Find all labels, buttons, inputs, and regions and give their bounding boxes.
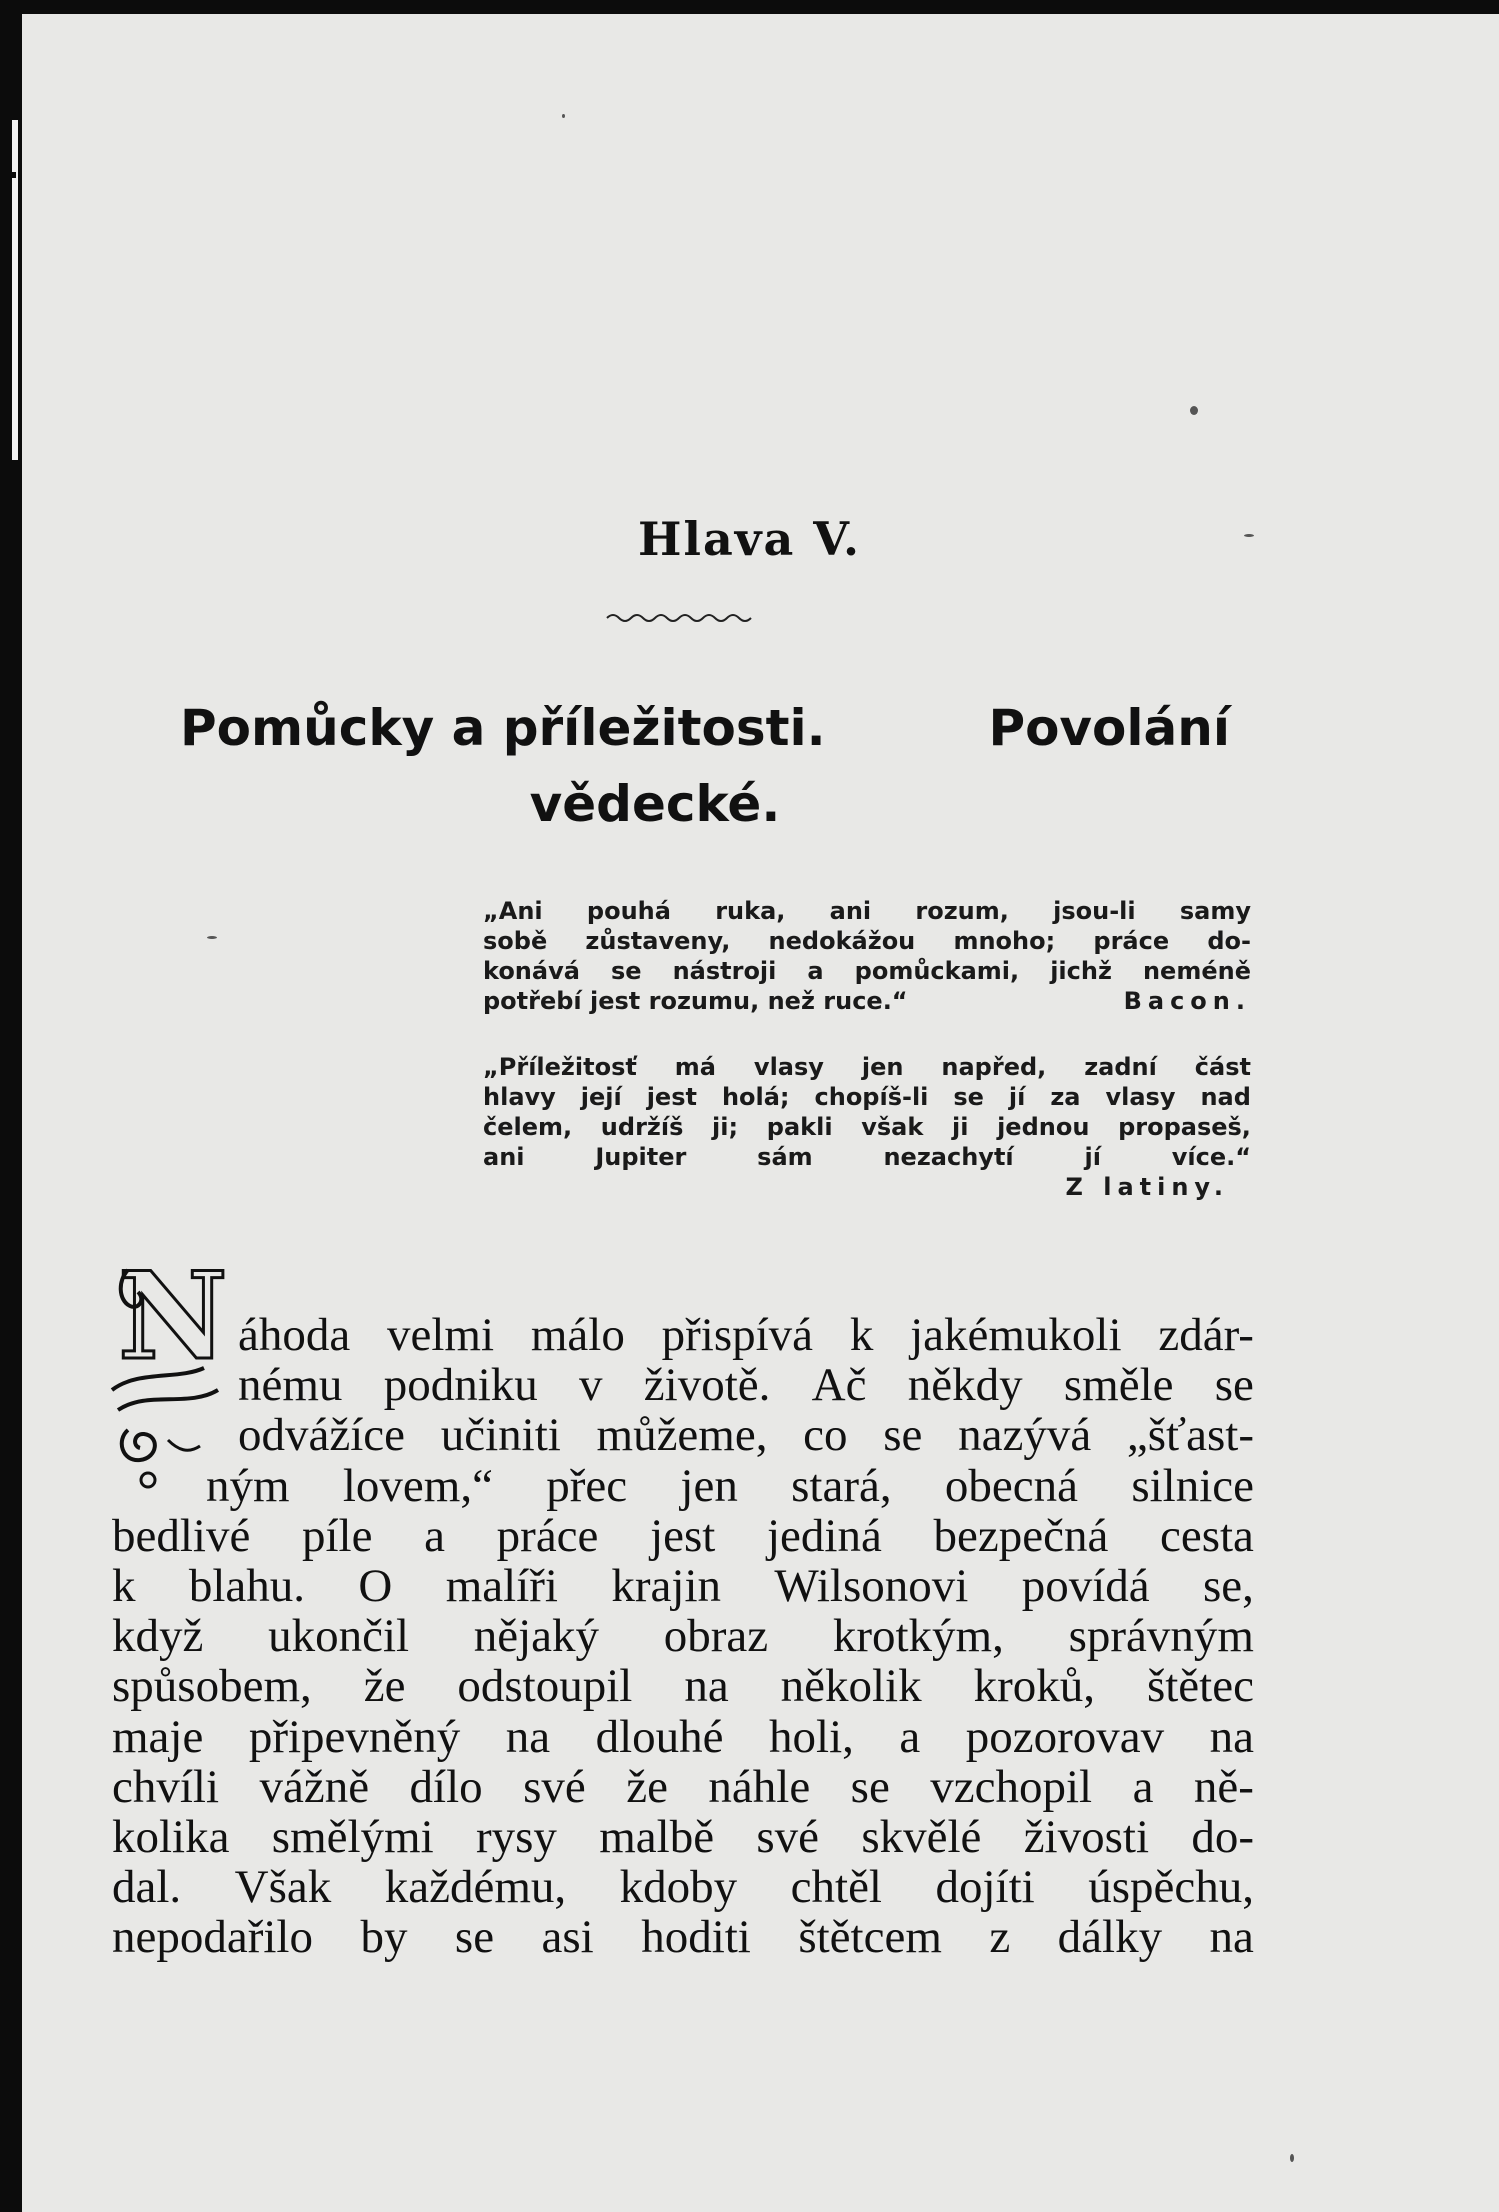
word: jediná [767, 1509, 882, 1562]
word: jichž [1050, 957, 1112, 985]
word: a [424, 1509, 446, 1562]
word: ně- [1193, 1760, 1254, 1813]
word: áhoda [238, 1309, 351, 1361]
scan-edge-tick [0, 172, 16, 178]
word: se [454, 1911, 495, 1964]
epigraph-source: Z latiny. [1065, 1173, 1229, 1201]
word: jsou-li [1053, 897, 1136, 925]
word: píle [302, 1509, 373, 1562]
word: na [1209, 1710, 1254, 1763]
epigraph-latin [483, 1052, 1251, 1202]
word: maje [112, 1710, 204, 1763]
word: velmi [387, 1309, 495, 1361]
text-line [112, 1762, 1254, 1812]
word: smělými [271, 1811, 434, 1864]
paper-speck [1190, 406, 1198, 415]
word: práce [496, 1509, 599, 1562]
word: napřed, [941, 1053, 1047, 1081]
word: kroků, [973, 1660, 1095, 1713]
chapter-heading: Hlava V. [638, 512, 861, 566]
word: čelem, [483, 1113, 573, 1141]
word: bedlivé [112, 1509, 251, 1562]
word: konává [483, 957, 580, 985]
word: málo [530, 1309, 625, 1361]
word: rozum, [915, 897, 1009, 925]
text-line [112, 1410, 1254, 1460]
scan-left-edge [0, 0, 22, 2212]
word: své [523, 1760, 586, 1813]
epigraph-author: Bacon. [1123, 987, 1251, 1015]
word: se, [1203, 1560, 1254, 1613]
drop-cap-letter: N [118, 1246, 228, 1387]
word: přec [546, 1459, 628, 1512]
word: vlasy [753, 1053, 824, 1081]
text-line [112, 1561, 1254, 1611]
word: Jupiter [595, 1143, 687, 1171]
word: pozorovav [965, 1710, 1165, 1763]
text-line [112, 1310, 1254, 1360]
word: podniku [383, 1359, 538, 1412]
word: malíři [445, 1560, 558, 1613]
word: do- [1191, 1811, 1254, 1864]
word: co [803, 1409, 848, 1462]
word: nepodařilo [112, 1911, 313, 1964]
text-line [112, 1712, 1254, 1762]
word: přispívá [661, 1309, 814, 1361]
word: vzchopil [930, 1760, 1093, 1813]
word: nástroji [672, 957, 777, 985]
word: „Příležitosť [483, 1053, 637, 1081]
word: by [360, 1911, 408, 1964]
word: úspěchu, [1088, 1861, 1254, 1914]
word: se [610, 957, 642, 985]
word: chvíli [112, 1760, 220, 1813]
word: část [1194, 1053, 1251, 1081]
word: náhle [708, 1760, 811, 1813]
word: bezpečná [933, 1509, 1109, 1562]
paper-speck [562, 114, 565, 118]
word: učiniti [440, 1409, 561, 1462]
word: skvělé [861, 1811, 982, 1864]
word: „Ani [483, 897, 543, 925]
word: jest [650, 1509, 716, 1562]
word: mnoho; [953, 927, 1056, 955]
word: silnice [1131, 1459, 1254, 1512]
word: jednou [997, 1113, 1090, 1141]
word: spůsobem, [112, 1660, 312, 1713]
word: pouhá [586, 897, 671, 925]
title-part-1: Pomůcky a příležitosti. [180, 699, 826, 757]
word: zadní [1084, 1053, 1157, 1081]
word: ji [951, 1113, 969, 1141]
paper-speck [207, 936, 217, 939]
word: své [756, 1811, 820, 1864]
word: že [626, 1760, 668, 1813]
word: několik [780, 1660, 922, 1713]
word: holi, [769, 1710, 854, 1763]
word: ji; [712, 1113, 739, 1141]
word: štětec [1146, 1660, 1254, 1713]
word: obraz [663, 1610, 769, 1663]
word: samy [1179, 897, 1251, 925]
word: nějaký [473, 1610, 600, 1663]
text-line [112, 1360, 1254, 1410]
word: k [112, 1560, 136, 1613]
body-paragraph [112, 1310, 1254, 1963]
word: chtěl [790, 1861, 882, 1914]
epigraph-line: potřebí jest rozumu, než ruce.“ [483, 987, 908, 1015]
word: jen [861, 1053, 904, 1081]
word: práce [1093, 927, 1170, 955]
word: do- [1207, 927, 1251, 955]
word: obecná [944, 1459, 1079, 1512]
word: má [674, 1053, 716, 1081]
paper-speck [1290, 2154, 1294, 2162]
text-line [112, 1611, 1254, 1661]
word: nazývá [958, 1409, 1092, 1462]
word: se [850, 1760, 890, 1813]
word: se [953, 1083, 984, 1111]
text-line [112, 1912, 1254, 1962]
word: udržíš [600, 1113, 684, 1141]
word: její [580, 1083, 622, 1111]
word: pomůckami, [854, 957, 1020, 985]
word: se [883, 1409, 923, 1462]
word: když [112, 1610, 204, 1663]
word: stará, [791, 1459, 892, 1512]
word: Ač [811, 1359, 867, 1412]
ornament-squiggle [605, 610, 757, 626]
word: malbě [599, 1811, 715, 1864]
word: kdoby [619, 1861, 738, 1914]
word: z [989, 1911, 1011, 1964]
word: sobě [483, 927, 548, 955]
word: ani [829, 897, 872, 925]
word: O [358, 1560, 393, 1613]
word: vlasy [1105, 1083, 1176, 1111]
scan-edge-notch [12, 120, 18, 460]
word: v [579, 1359, 603, 1412]
word: jen [680, 1459, 738, 1512]
word: odstoupil [457, 1660, 633, 1713]
word: cesta [1159, 1509, 1254, 1562]
word: a [899, 1710, 921, 1763]
word: nému [238, 1359, 343, 1412]
text-line [112, 1511, 1254, 1561]
word: ani [483, 1143, 525, 1171]
word: nedokážou [768, 927, 916, 955]
word: že [363, 1660, 406, 1713]
word: zdár- [1158, 1309, 1254, 1361]
epigraph-bacon [483, 896, 1251, 1016]
word: někdy [907, 1359, 1023, 1412]
word: dojíti [935, 1861, 1035, 1914]
text-line [112, 1812, 1254, 1862]
word: nezachytí [883, 1143, 1014, 1171]
word: Však [234, 1861, 332, 1914]
word: ruka, [715, 897, 786, 925]
word: lovem,“ [342, 1459, 493, 1512]
word: k [849, 1309, 874, 1361]
word: Wilsonovi [774, 1560, 969, 1613]
word: však [861, 1113, 924, 1141]
word: vážně [259, 1760, 370, 1813]
word: blahu. [188, 1560, 306, 1613]
text-line [112, 1862, 1254, 1912]
word: více.“ [1171, 1143, 1251, 1171]
title-part-2: Povolání [988, 699, 1230, 757]
word: můžeme, [596, 1409, 768, 1462]
word: štětcem [798, 1911, 942, 1964]
word: hoditi [641, 1911, 751, 1964]
word: životě. [643, 1359, 771, 1412]
word: rysy [475, 1811, 557, 1864]
word: a [1132, 1760, 1154, 1813]
word: na [684, 1660, 729, 1713]
text-line [112, 1461, 1254, 1511]
word: krotkým, [832, 1610, 1004, 1663]
word: nad [1200, 1083, 1251, 1111]
word: a [807, 957, 824, 985]
word: za [1050, 1083, 1081, 1111]
word: jakémukoli [910, 1309, 1122, 1361]
word: odvážíce [238, 1409, 406, 1462]
word: neméně [1142, 957, 1251, 985]
word: dlouhé [595, 1710, 724, 1763]
word: zůstaveny, [585, 927, 731, 955]
word: sám [757, 1143, 813, 1171]
word: propaseš, [1118, 1113, 1251, 1141]
word: na [505, 1710, 551, 1763]
word: směle [1063, 1359, 1174, 1412]
word: dálky [1057, 1911, 1163, 1964]
word: kolika [112, 1811, 230, 1864]
chapter-title [180, 690, 1230, 842]
word: dal. [112, 1861, 182, 1914]
word: ným [206, 1459, 290, 1512]
word: pakli [766, 1113, 833, 1141]
word: správným [1068, 1610, 1254, 1663]
word: hlavy [483, 1083, 556, 1111]
word: jí [1008, 1083, 1026, 1111]
word: „šťast- [1126, 1409, 1254, 1462]
word: dílo [409, 1760, 483, 1813]
word: připevněný [248, 1710, 461, 1763]
text-line [112, 1661, 1254, 1711]
word: na [1209, 1911, 1254, 1964]
word: ukončil [268, 1610, 410, 1663]
title-part-3: vědecké. [529, 775, 781, 833]
word: se [1214, 1359, 1254, 1412]
word: jí [1084, 1143, 1101, 1171]
word: holá; [721, 1083, 790, 1111]
word: jest [646, 1083, 697, 1111]
word: živosti [1023, 1811, 1150, 1864]
word: asi [541, 1911, 594, 1964]
word: každému, [384, 1861, 567, 1914]
word: povídá [1021, 1560, 1150, 1613]
word: krajin [611, 1560, 722, 1613]
word: chopíš-li [814, 1083, 929, 1111]
